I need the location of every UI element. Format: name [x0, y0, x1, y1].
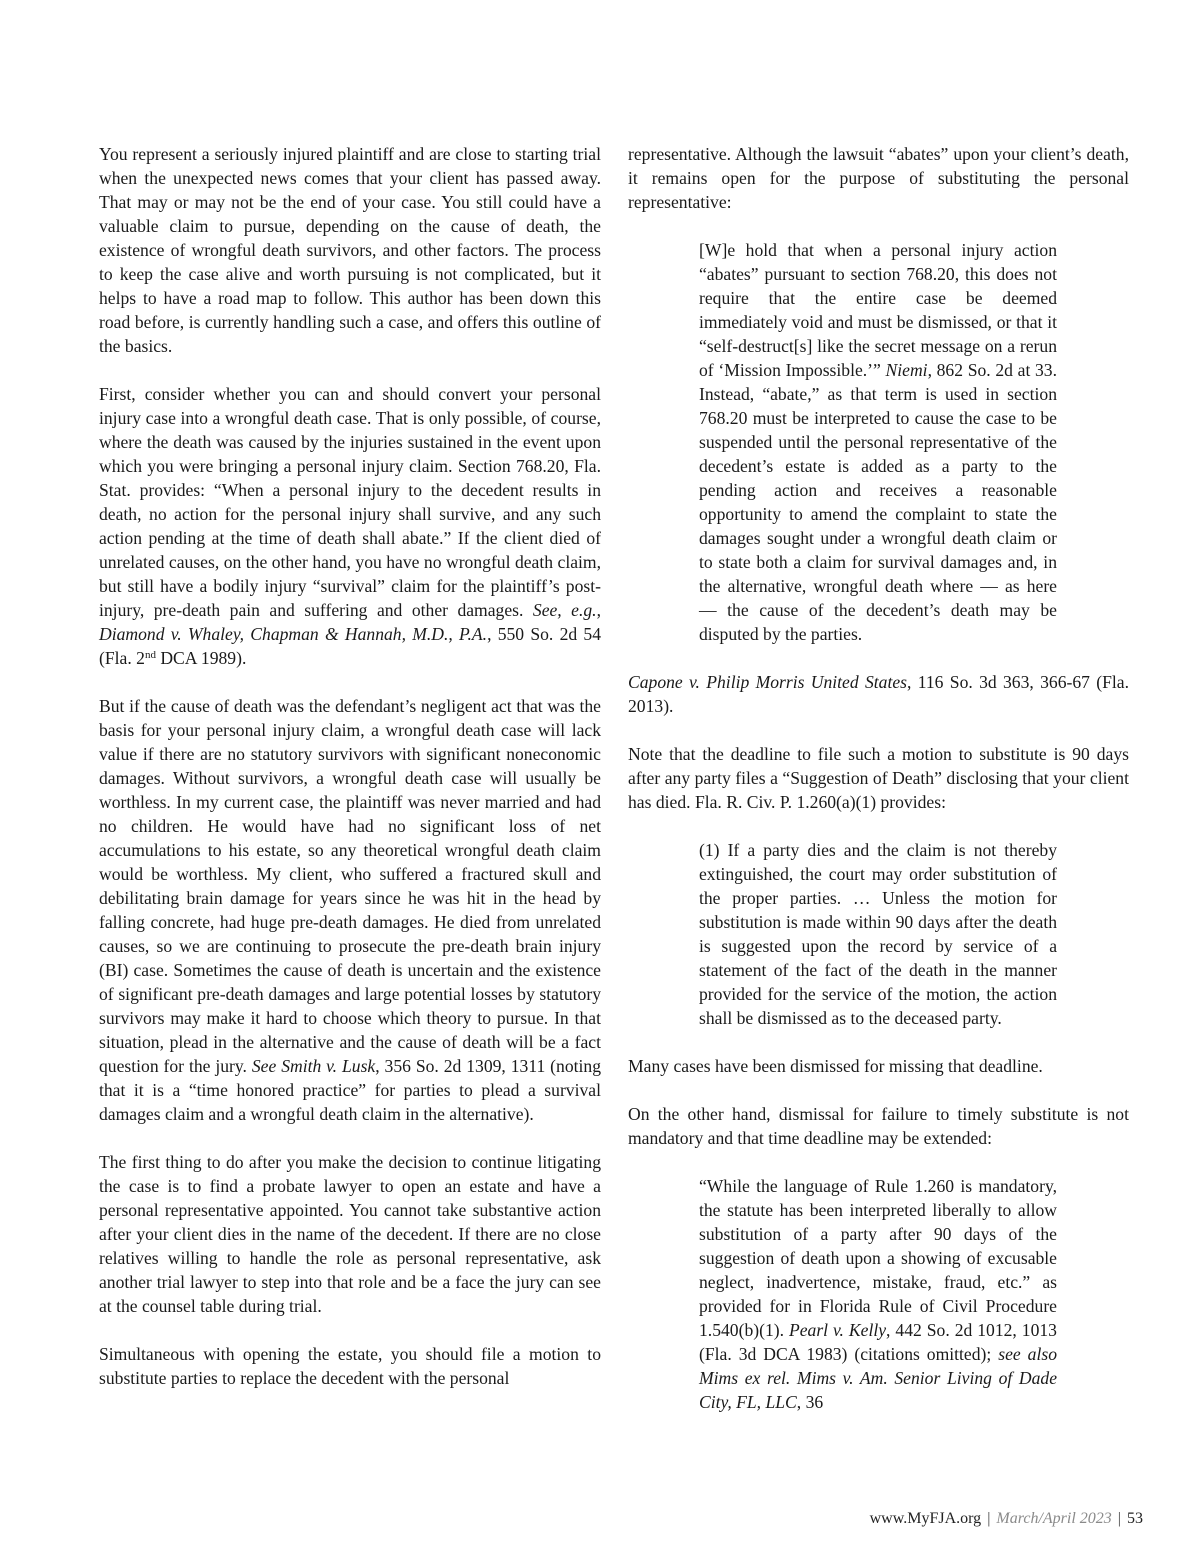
quote-text-end: , 862 So. 2d at 33. Instead, “abate,” as that term is used in section 768.20 must be interpreted to cause the case to be suspended until the personal representative of the decedent’s estate is added as a party to the pending action and receives a reasonable opportunity to amend the complaint to state the damages sought under a wrongful death claim or to state both a claim for survival damages and, in the alternative, wrongful death where — as here — the cause of the decedent’s death may be disputed by the parties.: [699, 360, 1057, 644]
ordinal-suffix: nd: [144, 649, 156, 661]
quote-text: [W]e hold that when a personal injury action “abates” pursuant to section 768.20, this does not require that the entire case be deemed immediately void and must be dismissed, or that it “self-destruct[s] like the secret message on a rerun of ‘Mission Impossible.’”: [699, 240, 1057, 380]
paragraph-continuation: representative. Although the lawsuit “abates” upon your client’s death, it remains open for the purpose of substituting the personal representative:: [628, 144, 1129, 212]
left-column: [99, 142, 601, 1390]
paragraph-extension: On the other hand, dismissal for failure to timely substitute is not mandatory and that time deadline may be extended:: [628, 1104, 1129, 1148]
quote-text-end: , 36: [796, 1392, 824, 1412]
citation-text: , 550 So. 2d 54 (Fla. 2: [99, 624, 601, 668]
case-name-mims: see also Mims ex rel. Mims v. Am. Senior Living of Dade City, FL, LLC: [699, 1344, 1057, 1412]
citation-end: DCA 1989).: [155, 648, 247, 668]
citation-end: , 356 So. 2d 1309, 1311 (noting that it is a “time honored practice” for parties to plead a survival damages claim and a wrongful death claim in the alternative).: [99, 1056, 601, 1124]
block-quote-pearl: [699, 1174, 1057, 1414]
paragraph-dismissed: Many cases have been dismissed for missing that deadline.: [628, 1056, 1043, 1076]
paragraph-deadline: Note that the deadline to file such a motion to substitute is 90 days after any party files a “Suggestion of Death” disclosing that your client has died. Fla. R. Civ. P. 1.260(a)(1) provides:: [628, 744, 1129, 812]
case-name-capone: Capone v. Philip Morris United States: [628, 672, 908, 692]
case-name-niemi: Niemi: [885, 360, 928, 380]
quote-text: “While the language of Rule 1.260 is mandatory, the statute has been interpreted liberally to allow substitution of a party after 90 days of the suggestion of death upon a showing of excusable neglect, inadvertence, mistake, fraud, etc.” as provided for in Florida Rule of Civil Procedure 1.540(b)(1).: [699, 1176, 1057, 1340]
paragraph-text: First, consider whether you can and should convert your personal injury case into a wrongful death case. That is only possible, of course, where the death was caused by the injuries sustained in the event upon which you were bringing a personal injury claim. Section 768.20, Fla. Stat. provides: “When a personal injury to the decedent results in death, no action for the personal injury shall survive, and any such action pending at the time of death shall abate.” If the client died of unrelated causes, on the other hand, you have no wrongful death claim, but still have a bodily injury “survival” claim for the plaintiff’s post-injury, pre-death pain and suffering and other damages.: [99, 384, 601, 620]
footer-separator: |: [987, 1510, 991, 1527]
page-number: 53: [1127, 1510, 1143, 1527]
footer-separator: |: [1117, 1510, 1121, 1527]
block-quote-rule: (1) If a party dies and the claim is not thereby extinguished, the court may order substitution of the proper parties. … Unless the motion for substitution is made within 90 days after the death is suggested upon the record by service of a statement of the fact of the death in the manner provided for the service of the motion, the action shall be dismissed as to the deceased party.: [699, 840, 1057, 1028]
paragraph-probate: The first thing to do after you make the decision to continue litigating the case is to find a probate lawyer to open an estate and have a personal representative appointed. You cannot take substantive action after your client dies in the name of the decedent. If there are no close relatives willing to handle the role as personal representative, ask another trial lawyer to step into that role and be a face the jury can see at the counsel table during trial.: [99, 1152, 601, 1316]
comma: ,: [596, 600, 601, 620]
case-name-pearl: Pearl v. Kelly: [788, 1320, 887, 1340]
footer-site: www.MyFJA.org: [869, 1510, 982, 1527]
case-name-diamond: Diamond v. Whaley, Chapman & Hannah, M.D., P.A.: [99, 624, 488, 644]
block-quote-capone: [699, 238, 1057, 646]
paragraph-motion: Simultaneous with opening the estate, you should file a motion to substitute parties to replace the decedent with the personal: [99, 1344, 601, 1388]
page-footer: [870, 1509, 1143, 1529]
citation-end: , 116 So. 3d 363, 366-67 (Fla. 2013).: [628, 672, 1129, 716]
signal-see-eg: See, e.g.: [532, 600, 597, 620]
intro-paragraph: You represent a seriously injured plaintiff and are close to starting trial when the unexpected news comes that your client has passed away. That may or may not be the end of your case. You still could have a valuable claim to pursue, depending on the cause of death, the existence of wrongful death survivors, and other factors. The process to keep the case alive and worth pursuing is not complicated, but it helps to have a road map to follow. This author has been down this road before, is currently handling such a case, and offers this outline of the basics.: [99, 144, 601, 356]
paragraph-text: But if the cause of death was the defendant’s negligent act that was the basis for your personal injury claim, a wrongful death case will lack value if there are no statutory survivors with significant noneconomic damages. Without survivors, a wrongful death case will usually be worthless. In my current case, the plaintiff was never married and had no children. He would have had no significant loss of net accumulations to his estate, so any theoretical wrongful death claim would be worthless. My client, who suffered a fractured skull and debilitating brain damage for years since he was hit in the head by falling concrete, had huge pre-death damages. He died from unrelated causes, so we are continuing to prosecute the pre-death brain injury (BI) case. Sometimes the cause of death is uncertain and the existence of significant pre-death damages and large potential losses by statutory survivors may make it hard to choose which theory to pursue. In that situation, plead in the alternative and the cause of death will be a fact question for the jury.: [99, 696, 601, 1076]
footer-issue: March/April 2023: [996, 1510, 1112, 1527]
right-column: [628, 142, 1129, 1414]
paragraph-convert-case: [99, 382, 601, 670]
paragraph-cause-of-death: [99, 694, 601, 1126]
quote-text-mid: , 442 So. 2d 1012, 1013 (Fla. 3d DCA 1983) (citations omitted);: [699, 1320, 1057, 1364]
citation-capone: [628, 670, 1129, 718]
case-name-smith: See Smith v. Lusk: [251, 1056, 376, 1076]
